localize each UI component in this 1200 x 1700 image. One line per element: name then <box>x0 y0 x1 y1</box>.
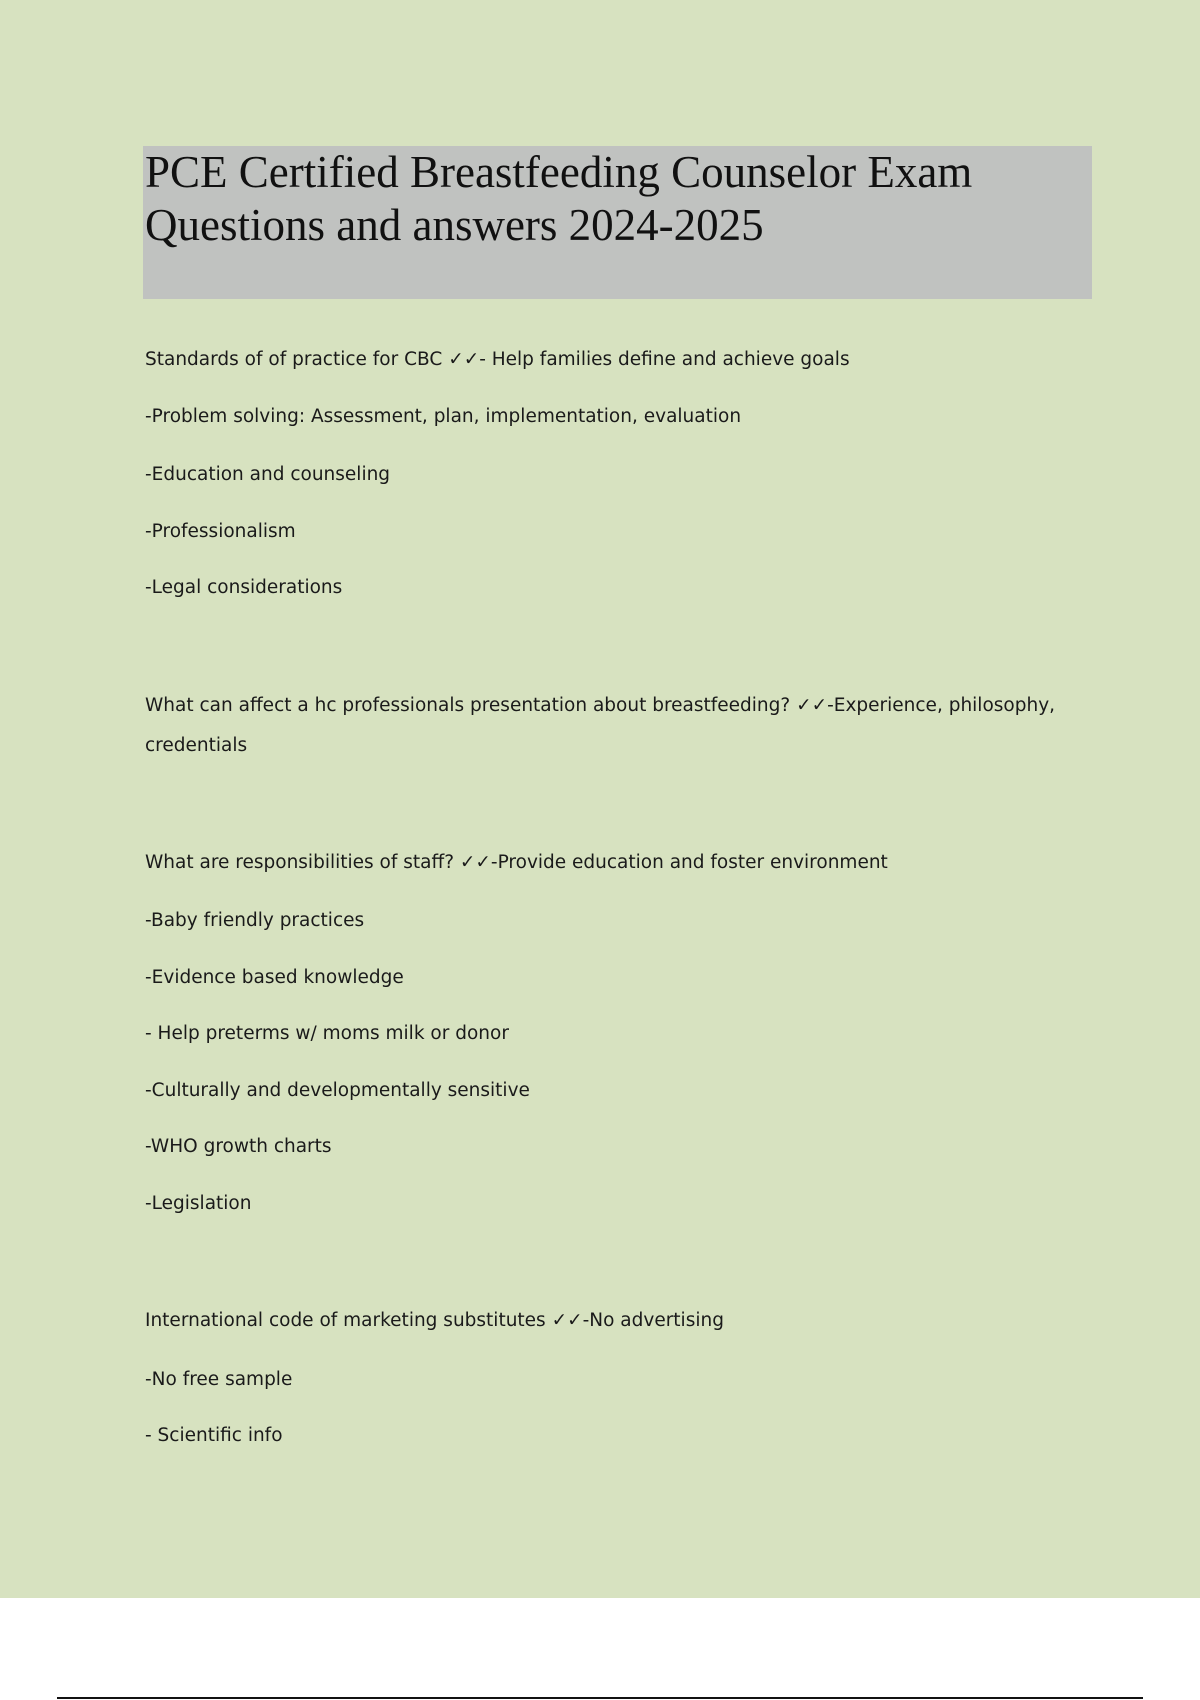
qa-line: credentials <box>145 735 248 756</box>
qa-line: What are responsibilities of staff? ✓✓-Provide education and foster environment <box>145 852 888 873</box>
qa-line: -Legislation <box>145 1193 252 1214</box>
qa-line: -Baby friendly practices <box>145 910 365 931</box>
footer-divider <box>57 1697 1143 1699</box>
qa-line: -Professionalism <box>145 521 296 542</box>
qa-line: -Education and counseling <box>145 464 391 485</box>
qa-line: -WHO growth charts <box>145 1136 332 1157</box>
qa-line: - Scientific info <box>145 1425 283 1446</box>
qa-line: International code of marketing substitutes ✓✓-No advertising <box>145 1310 724 1331</box>
qa-line: What can affect a hc professionals presentation about breastfeeding? ✓✓-Experience, philosophy, <box>145 695 1056 716</box>
qa-line: -Evidence based knowledge <box>145 967 404 988</box>
qa-line: - Help preterms w/ moms milk or donor <box>145 1023 509 1044</box>
qa-line: -Problem solving: Assessment, plan, implementation, evaluation <box>145 406 742 427</box>
qa-line: -Legal considerations <box>145 577 343 598</box>
document-title: PCE Certified Breastfeeding Counselor Exam Questions and answers 2024-2025 <box>145 147 973 250</box>
qa-line: -Culturally and developmentally sensitive <box>145 1080 530 1101</box>
qa-line: -No free sample <box>145 1369 293 1390</box>
qa-line: Standards of of practice for CBC ✓✓- Help families define and achieve goals <box>145 349 850 370</box>
